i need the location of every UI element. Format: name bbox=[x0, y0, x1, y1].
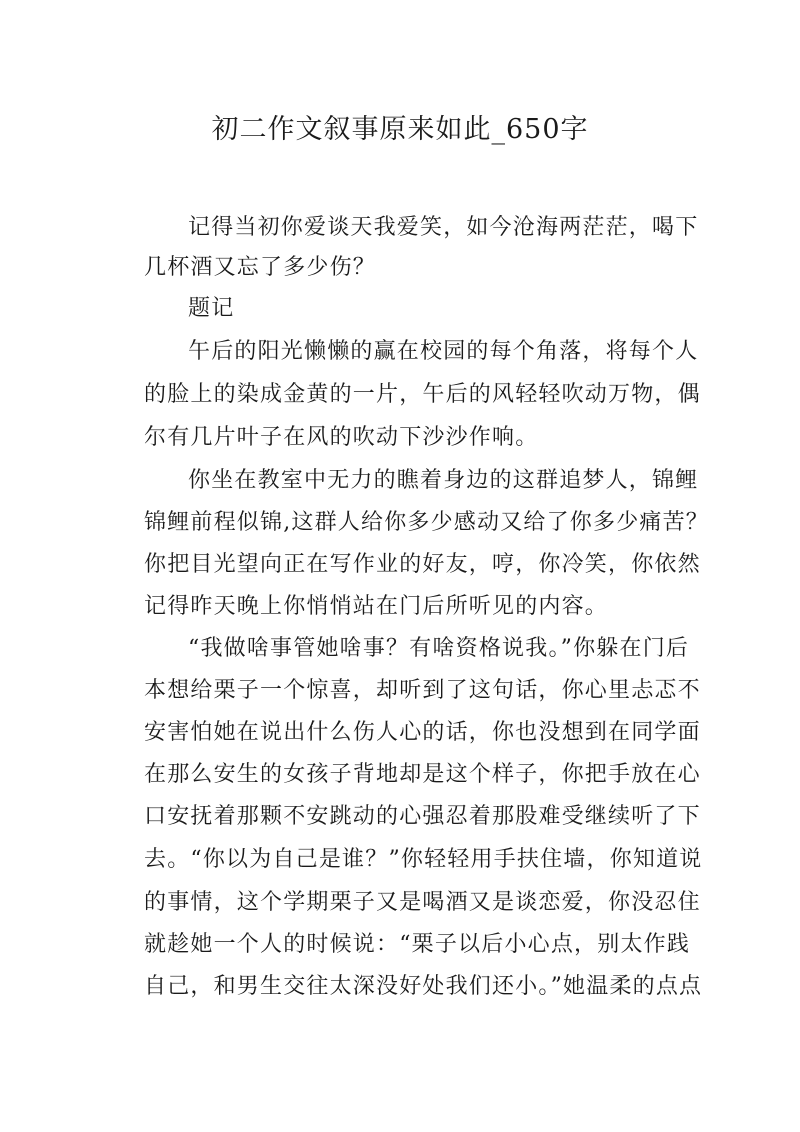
text-line: 本想给栗子一个惊喜，却听到了这句话，你心里忐忑不 bbox=[144, 678, 701, 703]
text-line: 口安抚着那颗不安跳动的心强忍着那股难受继续听了下 bbox=[144, 804, 701, 829]
document-title: 初二作文叙事原来如此_650字 bbox=[211, 114, 589, 145]
text-line: 的事情，这个学期栗子又是喝酒又是谈恋爱，你没忍住 bbox=[144, 890, 701, 915]
text-line: 尔有几片叶子在风的吹动下沙沙作响。 bbox=[144, 425, 539, 450]
text-line: 锦鲤前程似锦,这群人给你多少感动又给了你多少痛苦？ bbox=[144, 510, 709, 535]
text-line: 记得昨天晚上你悄悄站在门后所听见的内容。 bbox=[144, 594, 609, 619]
text-line: 在那么安生的女孩子背地却是这个样子，你把手放在心 bbox=[144, 762, 701, 787]
text-line: 几杯酒又忘了多少伤？ bbox=[144, 255, 377, 280]
text-line: 安害怕她在说出什么伤人心的话，你也没想到在同学面 bbox=[144, 720, 701, 745]
text-line: “我做啥事管她啥事？有啥资格说我。”你躲在门后 bbox=[188, 636, 690, 661]
text-line: 去。“你以为自己是谁？”你轻轻用手扶住墙，你知道说 bbox=[144, 847, 703, 872]
text-line: 就趁她一个人的时候说：“栗子以后小心点，别太作践 bbox=[144, 932, 691, 957]
text-line: 记得当初你爱谈天我爱笑，如今沧海两茫茫，喝下 bbox=[188, 215, 699, 240]
text-line: 的脸上的染成金黄的一片，午后的风轻轻吹动万物，偶 bbox=[144, 382, 701, 407]
text-line: 你坐在教室中无力的瞧着身边的这群追梦人，锦鲤 bbox=[188, 468, 699, 493]
text-line: 你把目光望向正在写作业的好友，哼，你冷笑，你依然 bbox=[144, 552, 701, 577]
text-line: 午后的阳光懒懒的赢在校园的每个角落，将每个人 bbox=[188, 339, 699, 364]
text-line: 自己，和男生交往太深没好处我们还小。”她温柔的点点 bbox=[144, 974, 703, 999]
text-line: 题记 bbox=[188, 296, 235, 321]
